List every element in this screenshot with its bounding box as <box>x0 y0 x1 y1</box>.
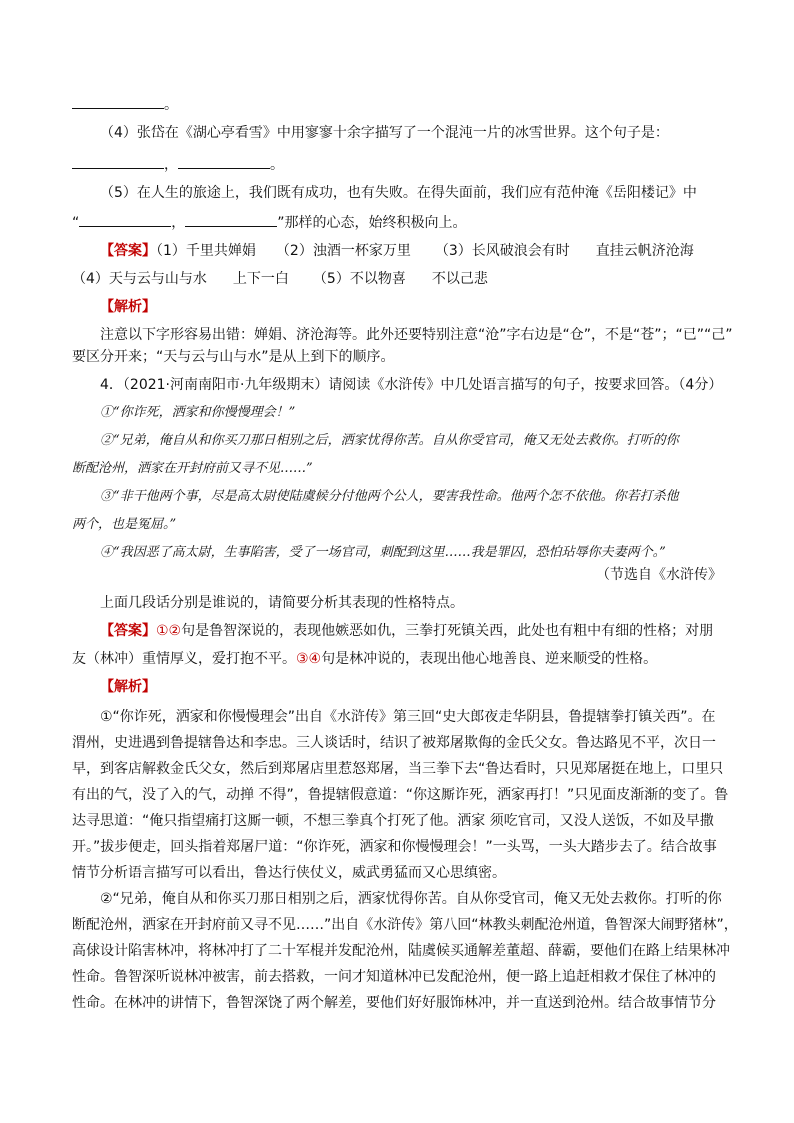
q3-sub5: （5）在人生的旅途上，我们既有成功，也有失败。在得失面前，我们应有范仲淹《岳阳楼记》中 <box>100 185 697 201</box>
answer-text: 友（林冲）重情厚义，爱打抱不平。 <box>72 651 296 667</box>
analysis-tag: 【解析】 <box>100 679 156 695</box>
answer-item: 不以己悲 <box>431 271 488 287</box>
q4-quote: ②“兄弟，俺自从和你买刀那日相别之后，洒家忧得你苦。自从你受官司，俺又无处去救你。打听的你 <box>100 433 679 448</box>
q4-quote: ①“你诈死，洒家和你慢慢理会！” <box>100 405 296 420</box>
answer-mark: ①② <box>156 623 182 639</box>
q4-title: 4．（2021·河南南阳市·九年级期末）请阅读《水浒传》中几处语言描写的句子，按要求回答。（4分） <box>100 377 723 393</box>
answer-text: 句是林冲说的，表现出他心地善良、逆来顺受的性格。 <box>321 651 658 667</box>
answer-item: 上下一白 <box>232 271 289 287</box>
q4-analysis-line: 性命。鲁智深听说林冲被害，前去搭救，一问才知道林冲已发配沧州，便一路上追赶相救才保住了林冲的 <box>72 969 716 985</box>
q4-answer-line2 <box>72 648 722 670</box>
q3-sub5-blanks <box>72 210 722 232</box>
q3-sub5-tail: ”那样的心态，始终积极向上。 <box>277 215 467 231</box>
answer-blank <box>72 92 164 109</box>
punctuation: “ <box>72 215 80 231</box>
answer-blank <box>79 210 171 227</box>
answer-item: （2）浊酒一杯家万里 <box>275 243 411 259</box>
q3-analysis-line: 要区分开来；“天与云与山与水”是从上到下的顺序。 <box>72 349 395 365</box>
punctuation: ， <box>171 215 186 231</box>
q4-analysis-line: 有出的气，没了入的气，动掸 不得”，鲁提辖假意道：“你这厮诈死，洒家再打！”只见面皮渐渐的变了。鲁 <box>72 787 729 803</box>
q3-tail-line <box>72 92 722 114</box>
answer-text: 句是鲁智深说的，表现他嫉恶如仇，三拳打死镇关西，此处也有粗中有细的性格；对朋 <box>181 623 714 639</box>
q3-answer-line2 <box>72 268 722 290</box>
answer-item: （5）不以物喜 <box>312 271 406 287</box>
q3-sub4-blanks <box>72 152 722 174</box>
q4-analysis-tag <box>72 676 722 698</box>
q4-quote: 两个，也是冤屈。” <box>72 517 177 532</box>
punctuation: ， <box>164 157 178 173</box>
answer-item: （4）天与云与山与水 <box>72 271 207 287</box>
q4-analysis-line: 情节分析语言描写可以看出，鲁达行侠仗义，威武勇猛而又心思缜密。 <box>72 865 506 881</box>
answer-mark: ③④ <box>296 651 322 667</box>
document-page <box>72 92 738 1016</box>
q4-quote: ③“非干他两个事，尽是高太尉使陆虞候分付他两个公人，要害我性命。他两个怎不依他。你若打杀他 <box>100 489 679 504</box>
q3-analysis-line: 注意以下字形容易出错：婵娟、济沧海等。此外还要特别注意“沧”字右边是“仓”，不是“苍”；“已”“己” <box>100 327 733 343</box>
punctuation: 。 <box>164 97 178 113</box>
analysis-tag: 【解析】 <box>100 299 156 315</box>
answer-tag: 【答案】 <box>100 243 156 259</box>
q4-source: （节选自《水浒传》 <box>596 567 722 583</box>
q4-analysis-line: ②“兄弟，俺自从和你买刀那日相别之后，洒家忧得你苦。自从你受官司，俺又无处去救你。打听的你 <box>100 891 722 907</box>
q4-analysis-line: 高俅设计陷害林冲，将林冲打了二十军棍并发配沧州，陆虞候买通解差董超、薛霸，要他们在路上结果林冲 <box>72 943 730 959</box>
q3-sub4: （4）张岱在《湖心亭看雪》中用寥寥十余字描写了一个混沌一片的冰雪世界。这个句子是： <box>100 125 669 141</box>
answer-tag: 【答案】 <box>100 623 156 639</box>
q4-analysis-line: 开。”拔步便走，回头指着郑屠尸道：“你诈死，洒家和你慢慢理会！”一头骂，一头大踏步去了。结合故事 <box>72 839 717 855</box>
q4-quote: ④“我因恶了高太尉，生事陷害，受了一场官司，刺配到这里……我是罪囚，恐怕玷辱你夫妻两个。” <box>100 545 666 560</box>
q4-analysis-line: ①“你诈死，洒家和你慢慢理会”出自《水浒传》第三回“史大郎夜走华阴县，鲁提辖拳打镇关西”。在 <box>100 709 716 725</box>
q4-answer-line1 <box>72 620 722 642</box>
q4-analysis-line: 渭州，史进遇到鲁提辖鲁达和李忠。三人谈话时，结识了被郑屠欺侮的金氏父女。鲁达路见不平，次日一 <box>72 735 716 751</box>
answer-blank <box>185 210 277 227</box>
q3-answer-line1 <box>72 240 722 262</box>
answer-blank <box>178 152 270 169</box>
answer-item: （1）千里共婵娟 <box>156 243 256 259</box>
q4-quote: 断配沧州，洒家在开封府前又寻不见……” <box>72 461 313 476</box>
q4-analysis-line: 早，到客店解救金氏父女，然后到郑屠店里惹怒郑屠，当三拳下去“鲁达看时，只见郑屠挺在地上，口里只 <box>72 761 724 777</box>
answer-item: （3）长风破浪会有时 <box>434 243 570 259</box>
q4-analysis-line: 性命。在林冲的讲情下，鲁智深饶了两个解差，要他们好好服饰林冲，并一直送到沧州。结合故事情节分 <box>72 995 716 1011</box>
q4-analysis-line: 断配沧州，洒家在开封府前又寻不见……”出自《水浒传》第八回“林教头刺配沧州道，鲁智深大闹野猪林”， <box>72 917 738 933</box>
q3-analysis-tag <box>72 296 722 318</box>
q4-question: 上面几段话分别是谁说的，请简要分析其表现的性格特点。 <box>100 595 464 611</box>
answer-blank <box>72 152 164 169</box>
punctuation: 。 <box>270 157 284 173</box>
answer-item: 直挂云帆济沧海 <box>595 243 694 259</box>
q4-analysis-line: 达寻思道：“俺只指望痛打这厮一顿，不想三拳真个打死了他。洒家 须吃官司，又没人送饭，不如及早撒 <box>72 813 714 829</box>
